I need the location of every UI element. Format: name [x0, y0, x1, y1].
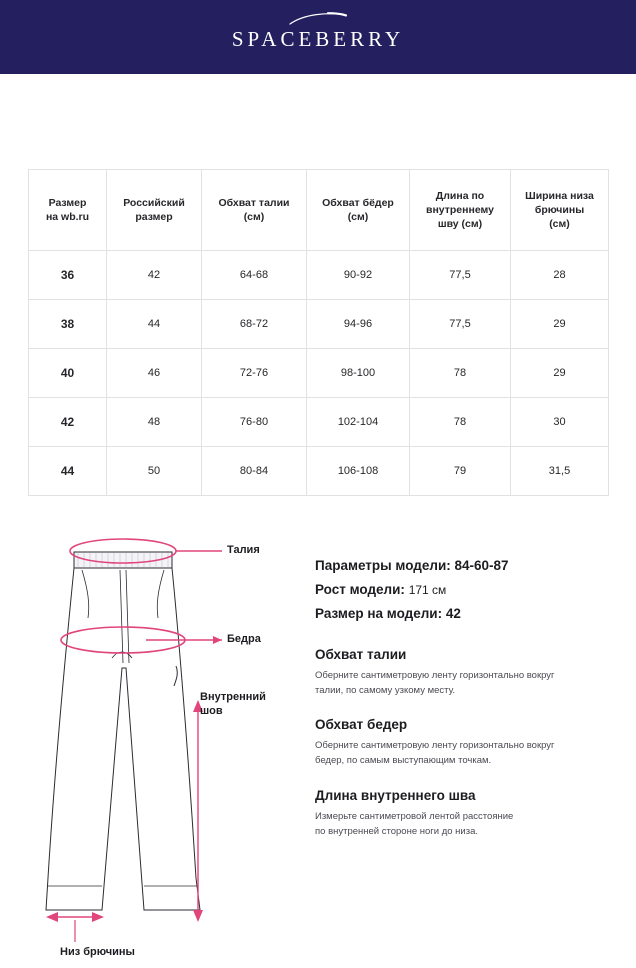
table-header-cell: Обхват талии (см) [202, 170, 307, 251]
table-header-cell: Ширина низа брючины (см) [511, 170, 609, 251]
table-row [29, 251, 609, 300]
table-cell: 76-80 [202, 398, 307, 447]
table-cell: 29 [511, 349, 609, 398]
table-cell: 68-72 [202, 300, 307, 349]
inseam-label-line1: Внутренний [200, 691, 266, 703]
table-row [29, 447, 609, 496]
brand-name: SPACEBERRY [231, 26, 405, 51]
inseam-label-line2: шов [200, 705, 223, 718]
table-cell: 31,5 [511, 447, 609, 496]
model-height-row [315, 582, 614, 597]
model-params-value: 84-60-87 [454, 558, 509, 573]
table-header-cell: Обхват бёдер (см) [307, 170, 410, 251]
hem-label: Низ брючины [60, 946, 135, 958]
model-size-value: 42 [445, 606, 461, 621]
table-cell: 80-84 [202, 447, 307, 496]
table-cell: 42 [29, 398, 107, 447]
info-block-text-line1: Оберните сантиметровую ленту горизонтально вокруг [315, 670, 555, 681]
hips-label: Бедра [227, 633, 261, 645]
size-table-wrapper [28, 169, 608, 496]
waist-label: Талия [227, 544, 260, 556]
info-block-title: Длина внутреннего шва [315, 787, 476, 803]
hips-arrow-head [213, 636, 222, 644]
table-cell: 77,5 [410, 251, 511, 300]
table-cell: 79 [410, 447, 511, 496]
model-params-label: Параметры модели: [315, 558, 451, 573]
trousers-diagram-svg [26, 518, 301, 968]
table-cell: 48 [107, 398, 202, 447]
model-params-row [315, 558, 614, 573]
info-block-text-line2: бедер, по самым выступающим точкам. [315, 755, 492, 767]
table-cell: 40 [29, 349, 107, 398]
info-block-text-line1: Оберните сантиметровую ленту горизонтально вокруг [315, 740, 555, 752]
info-block-hips [315, 717, 614, 768]
lower-section [0, 518, 636, 968]
table-header-row [29, 170, 609, 251]
table-cell: 98-100 [307, 349, 410, 398]
model-size-row [315, 606, 614, 621]
table-cell: 77,5 [410, 300, 511, 349]
table-cell: 106-108 [307, 447, 410, 496]
info-block-text-line1: Измерьте сантиметровой лентой расстояние [315, 810, 514, 822]
info-column [301, 518, 614, 968]
info-block-waist [315, 647, 614, 698]
info-block-title: Обхват бедер [315, 717, 408, 733]
table-header-cell: Российский размер [107, 170, 202, 251]
table-cell: 94-96 [307, 300, 410, 349]
table-cell: 36 [29, 251, 107, 300]
hem-arrow-left [46, 912, 58, 922]
hem-arrow-right [92, 912, 104, 922]
size-table [28, 169, 609, 496]
table-cell: 42 [107, 251, 202, 300]
table-row [29, 349, 609, 398]
measurement-diagram [26, 518, 301, 968]
table-cell: 78 [410, 398, 511, 447]
table-cell: 90-92 [307, 251, 410, 300]
table-cell: 30 [511, 398, 609, 447]
table-cell: 102-104 [307, 398, 410, 447]
model-height-value: 171 см [408, 583, 447, 597]
table-cell: 78 [410, 349, 511, 398]
table-row [29, 300, 609, 349]
table-cell: 44 [29, 447, 107, 496]
info-block-inseam [315, 788, 614, 839]
info-block-text-line2: по внутренней стороне ноги до низа. [315, 825, 479, 837]
table-cell: 64-68 [202, 251, 307, 300]
inseam-label [200, 690, 266, 719]
table-cell: 46 [107, 349, 202, 398]
trousers-outline [46, 552, 200, 910]
table-cell: 28 [511, 251, 609, 300]
inseam-arrow-bottom [193, 910, 203, 922]
info-block-title: Обхват талии [315, 647, 407, 662]
info-block-text-line2: талии, по самому узкому месту. [315, 684, 456, 696]
model-height-label: Рост модели: [315, 582, 405, 597]
table-header-cell: Размер на wb.ru [29, 170, 107, 251]
table-cell: 38 [29, 300, 107, 349]
table-cell: 72-76 [202, 349, 307, 398]
model-size-label: Размер на модели: [315, 606, 443, 621]
table-cell: 44 [107, 300, 202, 349]
table-cell: 50 [107, 447, 202, 496]
table-cell: 29 [511, 300, 609, 349]
swoosh-icon [288, 12, 348, 26]
table-row [29, 398, 609, 447]
page-header [0, 0, 636, 74]
table-header-cell: Длина по внутреннему шву (см) [410, 170, 511, 251]
brand-logo [232, 23, 404, 52]
